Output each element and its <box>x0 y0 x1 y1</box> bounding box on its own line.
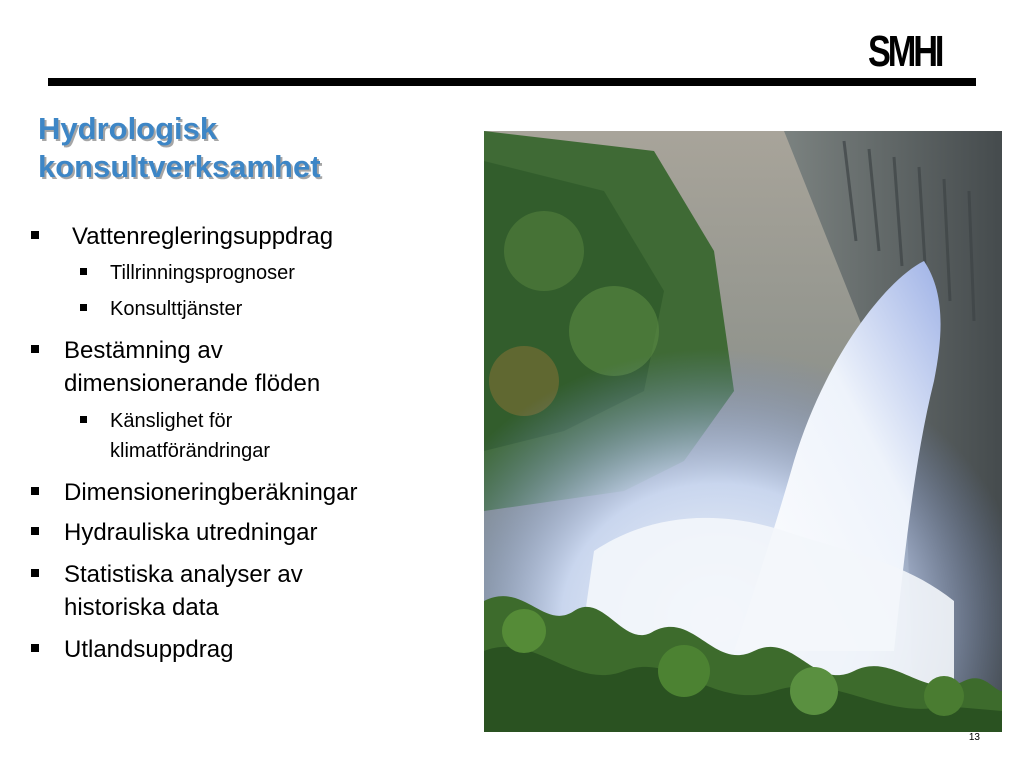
bullet-square-icon <box>31 569 39 577</box>
sub-bullet-item: Konsulttjänster <box>110 298 243 320</box>
sub-bullet-item: Tillrinningsprognoser <box>110 262 295 284</box>
sub-bullet-item-line-1: Känslighet för <box>110 410 233 432</box>
title-line-1: Hydrologisk <box>38 111 218 146</box>
bullet-item-line-2: dimensionerande flöden <box>64 370 321 397</box>
bullet-square-icon <box>31 345 39 353</box>
bullet-square-icon <box>31 527 39 535</box>
slide-title <box>38 110 458 186</box>
dam-spillway-photo-icon <box>484 131 1002 732</box>
bullet-square-icon <box>31 487 39 495</box>
bullet-item: Dimensioneringberäkningar <box>64 479 358 506</box>
sub-bullet-item-line-2: klimatförändringar <box>110 440 271 462</box>
title-line-2: konsultverksamhet <box>38 149 321 184</box>
bullet-item <box>64 334 464 400</box>
header-rule <box>48 78 976 86</box>
bullet-item <box>64 558 464 624</box>
bullet-item-line-1: Bestämning av <box>64 337 223 364</box>
smhi-logo: SMHI <box>868 27 942 76</box>
page-number: 13 <box>968 732 980 743</box>
bullet-square-icon <box>31 231 39 239</box>
bullet-item-line-2: historiska data <box>64 594 219 621</box>
bullet-item: Hydrauliska utredningar <box>64 519 318 546</box>
sub-bullet-item <box>110 406 430 466</box>
bullet-item: Utlandsuppdrag <box>64 636 234 663</box>
bullet-item-line-1: Statistiska analyser av <box>64 561 303 588</box>
sub-bullet-square-icon <box>80 304 87 311</box>
sub-bullet-square-icon <box>80 268 87 275</box>
bullet-item: Vattenregleringsuppdrag <box>72 223 334 250</box>
sub-bullet-square-icon <box>80 416 87 423</box>
bullet-square-icon <box>31 644 39 652</box>
